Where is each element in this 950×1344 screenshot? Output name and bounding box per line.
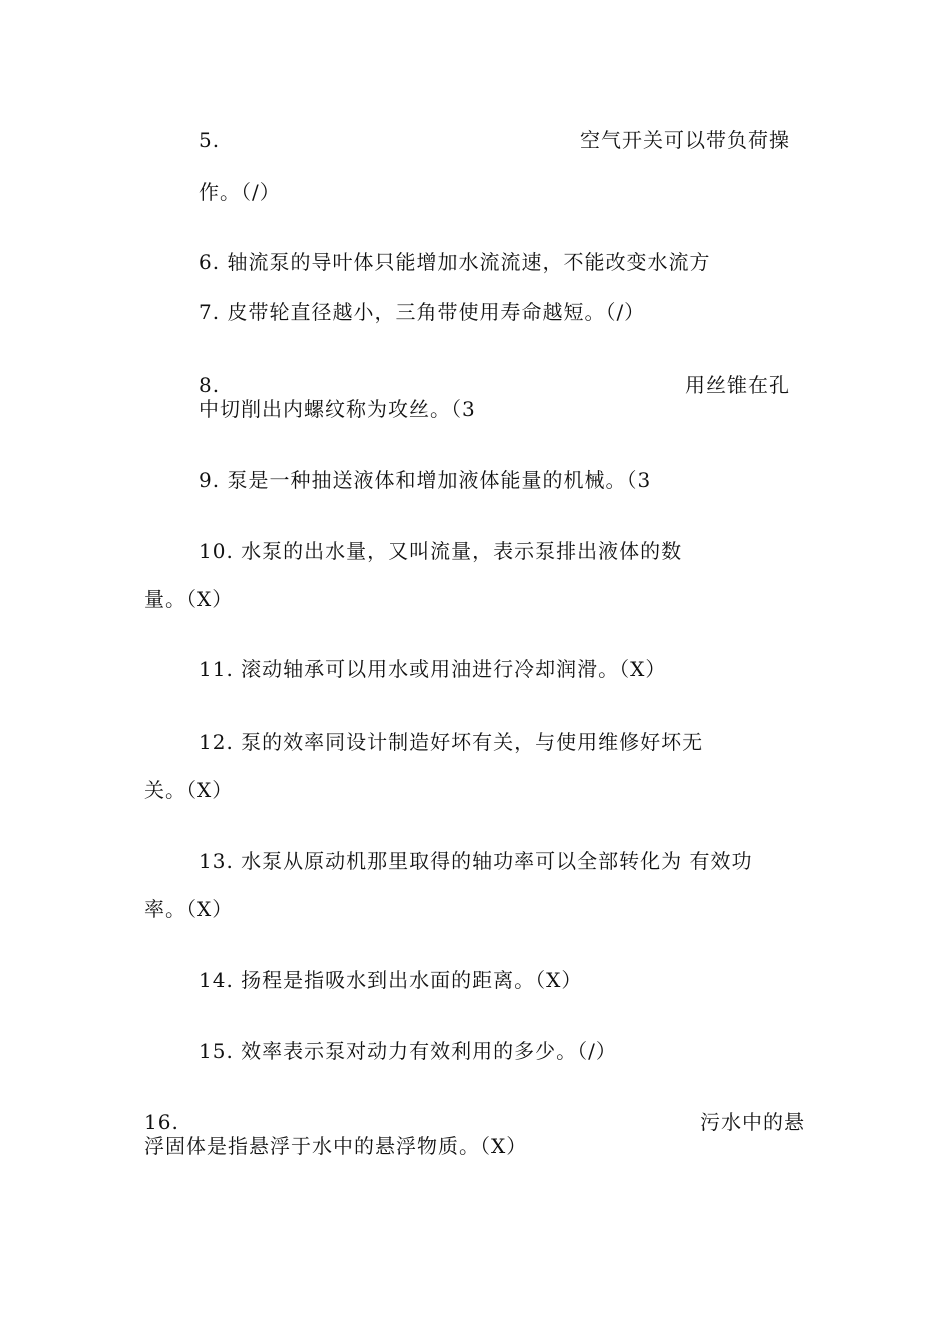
- item-11-text: 11. 滚动轴承可以用水或用油进行冷却润滑。（X）: [199, 657, 667, 681]
- item-16-number: 16.: [144, 1110, 179, 1134]
- item-12-continuation: 关。（X）: [144, 778, 234, 802]
- item-13-text: 13. 水泵从原动机那里取得的轴功率可以全部转化为 有效功: [199, 849, 753, 873]
- item-5-continuation: 作。（/）: [199, 180, 281, 204]
- item-9-text: 9. 泵是一种抽送液体和增加液体能量的机械。（3: [199, 468, 652, 492]
- item-8-number: 8.: [199, 373, 221, 397]
- item-13-continuation: 率。（X）: [144, 897, 234, 921]
- item-8-text: 用丝锥在孔: [685, 373, 790, 397]
- item-14-text: 14. 扬程是指吸水到出水面的距离。（X）: [199, 968, 583, 992]
- item-15-text: 15. 效率表示泵对动力有效利用的多少。（/）: [199, 1039, 617, 1063]
- item-12-text: 12. 泵的效率同设计制造好坏有关，与使用维修好坏无: [199, 730, 704, 754]
- item-8-continuation: 中切削出内螺纹称为攻丝。（3: [199, 397, 476, 421]
- item-16-continuation: 浮固体是指悬浮于水中的悬浮物质。（X）: [144, 1134, 528, 1158]
- item-10-continuation: 量。（X）: [144, 587, 234, 611]
- item-5-number: 5.: [199, 128, 221, 152]
- item-5-text: 空气开关可以带负荷操: [580, 128, 790, 152]
- item-7-text: 7. 皮带轮直径越小，三角带使用寿命越短。（/）: [199, 300, 646, 324]
- item-6-text: 6. 轴流泵的导叶体只能增加水流流速，不能改变水流方: [199, 250, 711, 274]
- item-16-text: 污水中的悬: [700, 1110, 805, 1134]
- item-10-text: 10. 水泵的出水量，又叫流量，表示泵排出液体的数: [199, 539, 683, 563]
